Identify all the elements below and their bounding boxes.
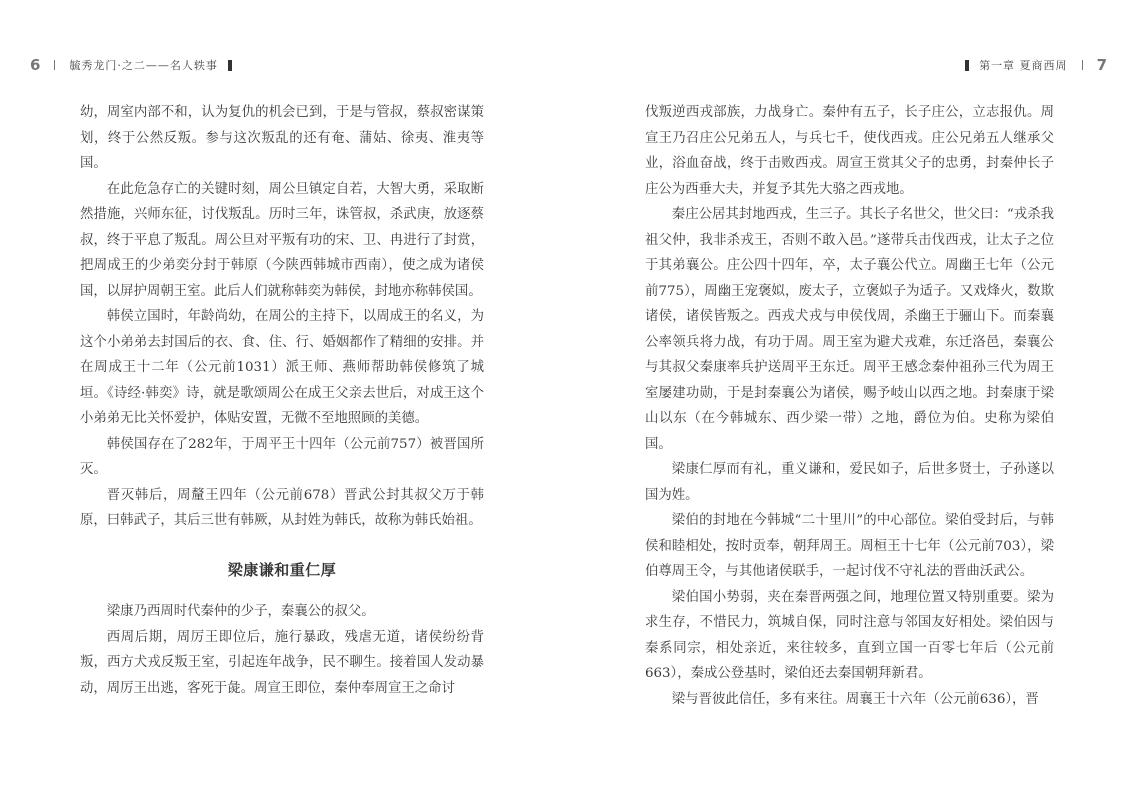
paragraph: 秦庄公居其封地西戎，生三子。其长子名世父，世父曰：“戎杀我祖父仲，我非杀戎王，否则不敢入邑。”遂带兵击伐西戎，让太子之位于其弟襄公。庄公四十四年，卒，太子襄公代立。周幽王七年（公元前775），周幽王宠褒姒，废太子，立褒姒子为适子。又戏烽火，数欺诸侯，诸侯皆叛之。西戎犬戎与申侯伐周，杀幽王于骊山下。而秦襄公率领兵将力战，有功于周。周王室为避犬戎难，东迁洛邑，秦襄公与其叔父秦康率兵护送周平王东迁。周平王感念秦仲祖孙三代为周王室屡建功勋，于是封秦襄公为诸侯，赐予岐山以西之地。封秦康于梁山以东（在今韩城东、西少梁一带）之地，爵位为伯。史称为梁伯国。 [645, 207, 1054, 452]
paragraph: 伐叛逆西戎部族，力战身亡。秦仲有五子，长子庄公，立志报仇。周宣王乃召庄公兄弟五人，与兵七千，使伐西戎。庄公兄弟五人继承父业，浴血奋战，终于击败西戎。周宣王赏其父子的忠勇，封秦仲长子庄公为西垂大夫，并复予其先大骆之西戎地。 [645, 105, 1054, 197]
running-head: 第一章 夏商西周 [979, 59, 1068, 72]
section-title: 梁康谦和重仁厚 [227, 560, 337, 579]
paragraph: 西周后期，周厉王即位后，施行暴政，残虐无道，诸侯纷纷背叛，西方犬戎反叛王室，引起连年战争，民不聊生。接着国人发动暴动，周厉王出逃，客死于彘。周宣王即位，秦仲奉周宣王之命讨 [80, 629, 484, 696]
right-page [566, 0, 1133, 799]
paragraph: 梁康乃西周时代秦仲的少子，秦襄公的叔父。 [106, 604, 375, 619]
left-page [0, 0, 566, 799]
paragraph: 韩侯立国时，年龄尚幼，在周公的主持下，以周成王的名义，为这个小弟弟去封国后的衣、食、住、行、婚姻都作了精细的安排。并在周成王十二年（公元前1031）派王师、燕师帮助韩侯修筑了城垣。《诗经·韩奕》诗，就是歌颂周公在成王父亲去世后，对成王这个小弟弟无比关怀爱护，体贴安置，无微不至地照顾的美德。 [80, 309, 484, 426]
right-page-header [955, 54, 1107, 76]
page-number: 6 [30, 56, 41, 74]
paragraph: 晋灭韩后，周釐王四年（公元前678）晋武公封其叔父万于韩原，曰韩武子，其后三世有韩厥，从封姓为韩氏，故称为韩氏始祖。 [80, 487, 484, 528]
paragraph: 梁伯国小势弱，夹在秦晋两强之间，地理位置又特别重要。梁为求生存，不惜民力，筑城自保，同时注意与邻国友好相处。梁伯因与秦系同宗，相处亲近，来往较多，直到立国一百零七年后（公元前663），秦成公登基时，梁伯还去秦国朝拜新君。 [645, 589, 1054, 681]
header-block-mark [228, 60, 232, 71]
left-page-body [80, 100, 484, 701]
header-divider [54, 60, 55, 70]
paragraph: 幼，周室内部不和，认为复仇的机会已到，于是与管叔，蔡叔密谋策划，终于公然反叛。参与这次叛乱的还有奄、蒲姑、徐夷、淮夷等国。 [80, 105, 484, 171]
left-page-header [30, 54, 242, 76]
paragraph: 梁康仁厚而有礼，重义谦和，爱民如子，后世多贤士，子孙遂以国为姓。 [645, 462, 1054, 503]
header-block-mark [965, 60, 969, 71]
paragraph: 在此危急存亡的关键时刻，周公旦镇定自若，大智大勇，采取断然措施，兴师东征，讨伐叛乱。历时三年，诛管叔，杀武庚，放逐蔡叔，终于平息了叛乱。周公旦对平叛有功的宋、卫、冉进行了封赏，把周成王的少弟奕分封于韩原（今陕西韩城市西南），使之成为诸侯国，以屏护周朝王室。此后人们就称韩奕为韩侯，封地亦称韩侯国。 [80, 181, 484, 299]
paragraph: 梁与晋彼此信任，多有来往。周襄王十六年（公元前636），晋 [671, 691, 1039, 707]
running-head: 毓秀龙门·之二——名人轶事 [69, 59, 218, 72]
header-divider [1082, 60, 1083, 70]
paragraph: 梁伯的封地在今韩城“二十里川”的中心部位。梁伯受封后，与韩侯和睦相处，按时贡奉，朝拜周王。周桓王十七年（公元前703），梁伯尊周王令，与其他诸侯联手，一起讨伐不守礼法的晋曲沃武公。 [645, 513, 1054, 579]
page-number: 7 [1096, 56, 1107, 74]
paragraph: 韩侯国存在了282年，于周平王十四年（公元前757）被晋国所灭。 [80, 436, 484, 477]
right-page-body [645, 100, 1054, 712]
